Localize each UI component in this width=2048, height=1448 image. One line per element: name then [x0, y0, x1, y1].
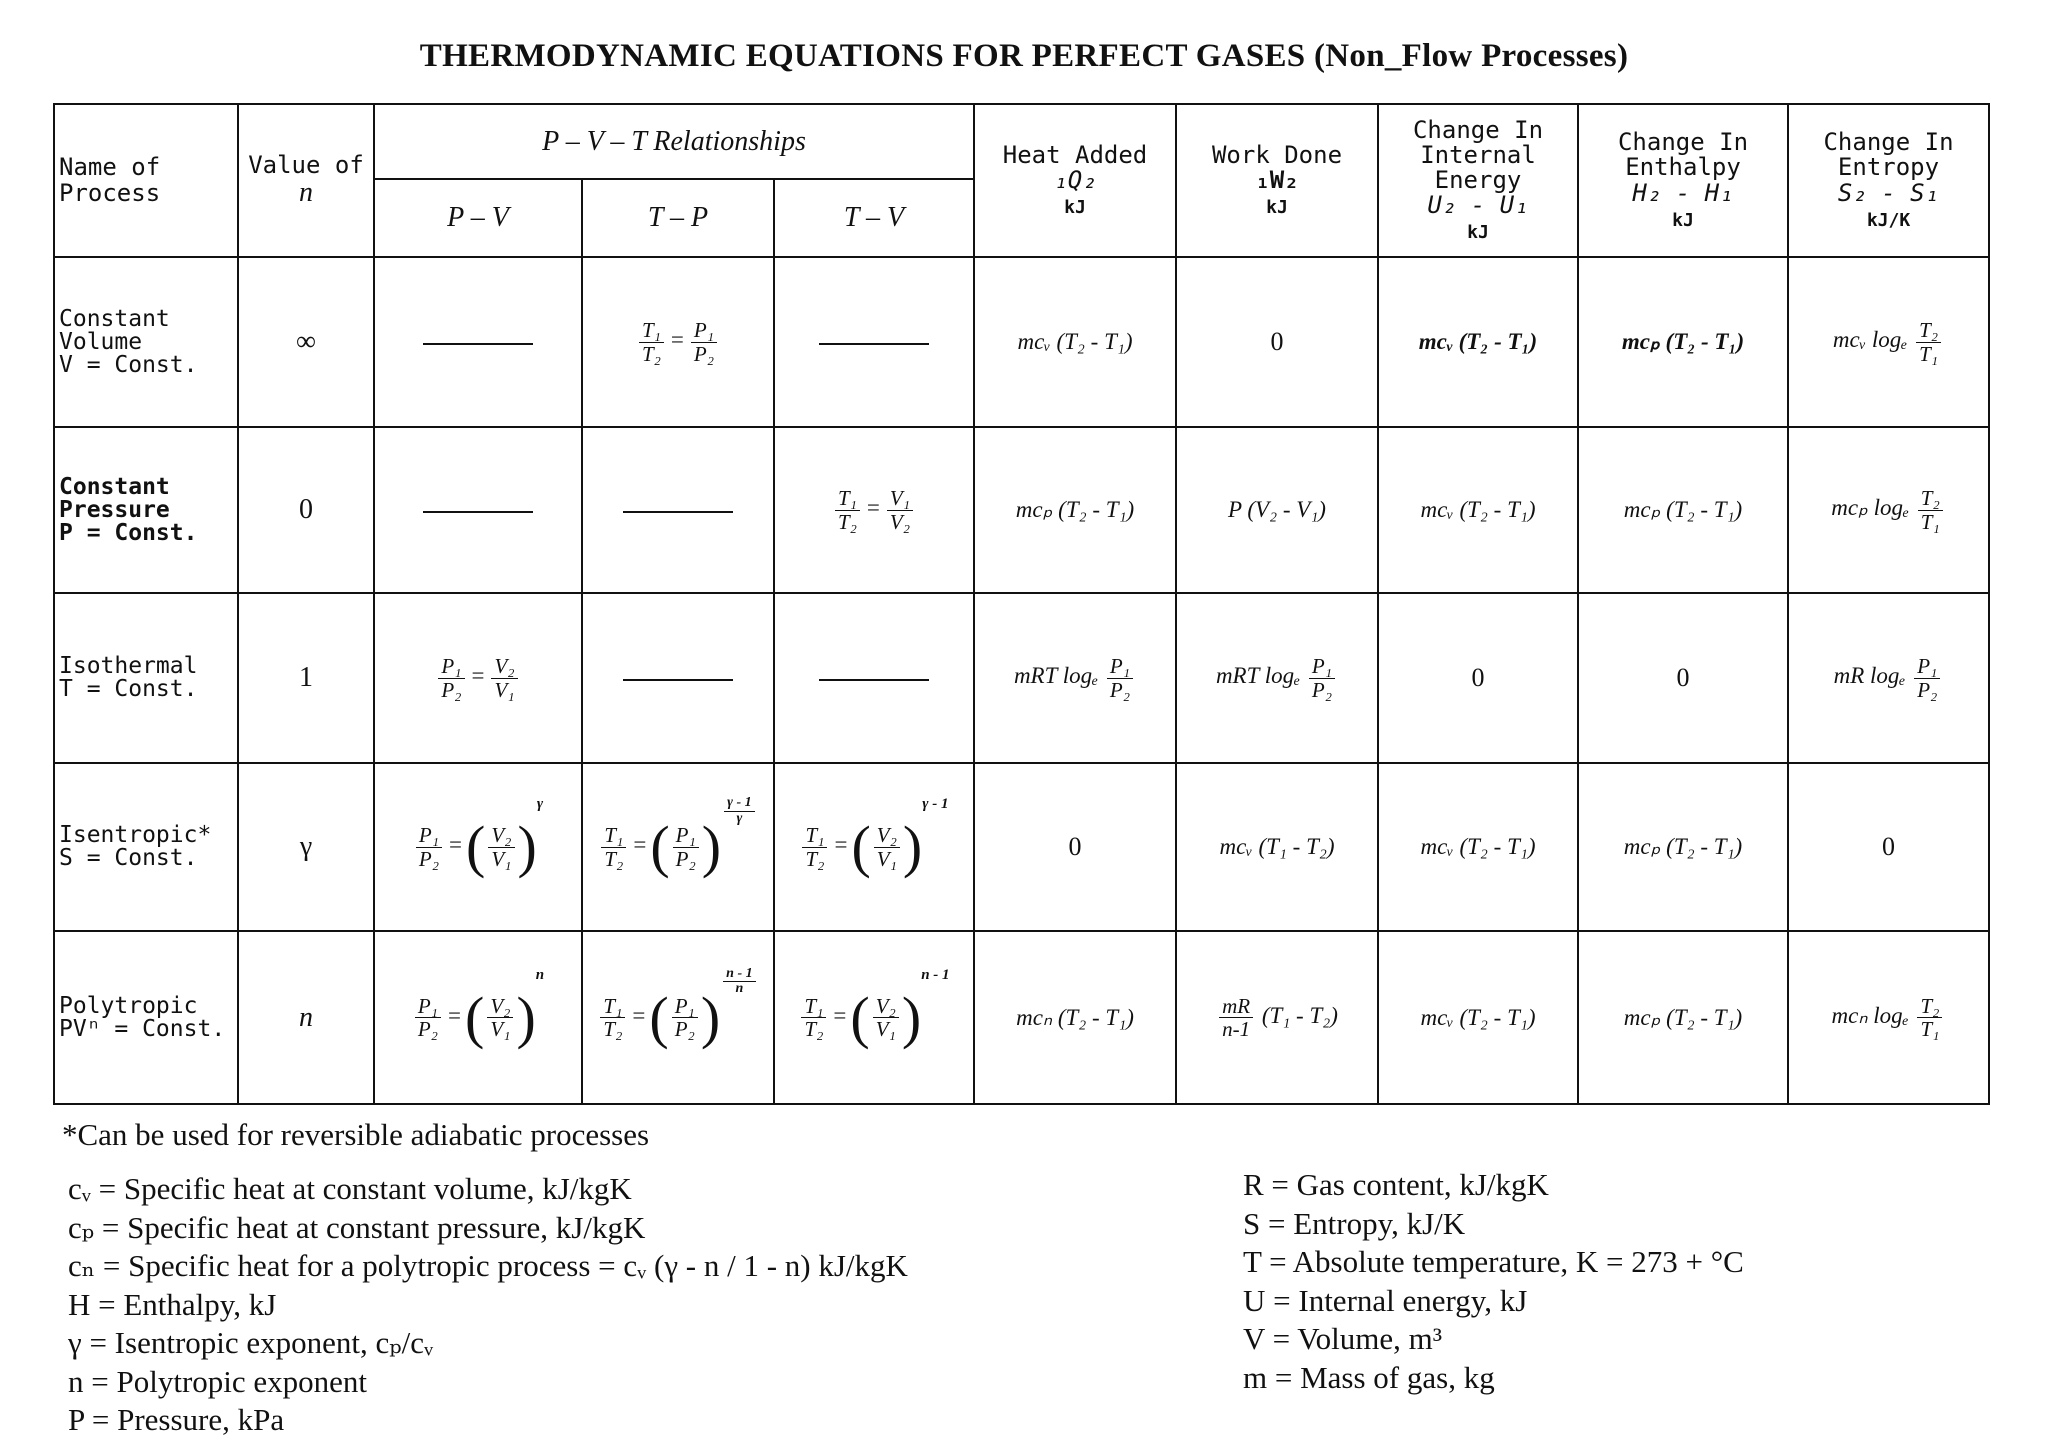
- legend-item: U = Internal energy, kJ: [1243, 1282, 1528, 1318]
- legend-item: m = Mass of gas, kg: [1243, 1359, 1495, 1395]
- dash: [819, 343, 929, 345]
- fraction: $\frac{\text{V₂}}{\text{V₁}}$: [491, 655, 517, 700]
- n-value: γ: [238, 763, 374, 931]
- tp-relation: $\frac{\text{T₁}}{\text{T₂}}$ = $\frac{\text{P₁}}{\text{P₂}}$: [582, 257, 774, 427]
- tp-relation: $\frac{\text{T₁}}{\text{T₂}}$ =( $\frac{\text{P₁}}{\text{P₂}}$ ) $^{\frac{n - 1}{n}}$: [582, 931, 774, 1104]
- legend-item: T = Absolute temperature, K = 273 + °C: [1243, 1244, 1744, 1279]
- fraction: $\frac{\text{V₁}}{\text{V₂}}$: [887, 487, 913, 532]
- legend-item: V = Volume, m³: [1243, 1321, 1443, 1356]
- fraction: $\frac{\text{P₁}}{\text{P₂}}$: [691, 319, 717, 364]
- heat-added: 0: [974, 763, 1176, 931]
- header-work-done: Work Done ₁W₂ kJ: [1176, 104, 1378, 257]
- enthalpy-change: mcₚ (T₂ - T₁): [1578, 763, 1788, 931]
- header-pv: P – V: [374, 179, 582, 257]
- tv-relation: [774, 593, 974, 763]
- fraction: $\frac{\text{P₁}}{\text{P₂}}$: [438, 655, 464, 700]
- header-value-of-n: Value of n: [238, 104, 374, 257]
- header-enthalpy: Change In Enthalpy H₂ - H₁ kJ: [1578, 104, 1788, 257]
- internal-energy-change: mcᵥ (T₂ - T₁): [1378, 763, 1578, 931]
- footnote: *Can be used for reversible adiabatic processes: [62, 1117, 650, 1152]
- dash: [623, 679, 733, 681]
- legend-item: S = Entropy, kJ/K: [1243, 1205, 1466, 1241]
- internal-energy-change: mcᵥ (T₂ - T₁): [1378, 931, 1578, 1104]
- internal-energy-change: mcᵥ (T₂ - T₁): [1378, 427, 1578, 593]
- tp-relation: $\frac{\text{T₁}}{\text{T₂}}$ =( $\frac{\text{P₁}}{\text{P₂}}$ ) $^{\frac{\gamma - 1}{\gamma}}$: [582, 763, 774, 931]
- entropy-change: mcᵥ logₑ $\frac{\text{T₂}}{\text{T₁}}$: [1788, 257, 1989, 427]
- tp-relation: [582, 427, 774, 593]
- tv-relation: [774, 257, 974, 427]
- header-heat-added: Heat Added ₁Q₂ kJ: [974, 104, 1176, 257]
- tv-relation: $\frac{\text{T₁}}{\text{T₂}}$ =( $\frac{\text{V₂}}{\text{V₁}}$ )$^{\gamma - 1}$: [774, 763, 974, 931]
- pv-relation: $\frac{\text{P₁}}{\text{P₂}}$ =( $\frac{\text{V₂}}{\text{V₁}}$ )$^\gamma$: [374, 763, 582, 931]
- header-name-of-process: Name of Process: [54, 104, 238, 257]
- header-tp: T – P: [582, 179, 774, 257]
- row-polytropic: [54, 931, 1989, 1104]
- n-value: 0: [238, 427, 374, 593]
- enthalpy-change: mcₚ (T₂ - T₁): [1578, 427, 1788, 593]
- pv-relation: $\frac{\text{P₁}}{\text{P₂}}$ =( $\frac{\text{V₂}}{\text{V₁}}$ )$^n$: [374, 931, 582, 1104]
- heat-added: mcₚ (T₂ - T₁): [974, 427, 1176, 593]
- header-internal-energy: Change In Internal Energy U₂ - U₁ kJ: [1378, 104, 1578, 257]
- dash: [423, 511, 533, 513]
- legend-item: cₚ = Specific heat at constant pressure, kJ/kgK: [68, 1209, 646, 1245]
- enthalpy-change: mcₚ (T₂ - T₁): [1578, 257, 1788, 427]
- row-isothermal: [54, 593, 1989, 763]
- heat-added: mcᵥ (T₂ - T₁): [974, 257, 1176, 427]
- heat-added: mcₙ (T₂ - T₁): [974, 931, 1176, 1104]
- process-name: Polytropic PVⁿ = Const.: [54, 931, 238, 1104]
- entropy-change: mcₙ logₑ $\frac{\text{T₂}}{\text{T₁}}$: [1788, 931, 1989, 1104]
- process-name: Constant Volume V = Const.: [54, 257, 238, 427]
- entropy-change: mR logₑ $\frac{\text{P₁}}{\text{P₂}}$: [1788, 593, 1989, 763]
- internal-energy-change: 0: [1378, 593, 1578, 763]
- heat-added: mRT logₑ $\frac{\text{P₁}}{\text{P₂}}$: [974, 593, 1176, 763]
- legend-item: n = Polytropic exponent: [68, 1363, 368, 1399]
- n-value: ∞: [238, 257, 374, 427]
- n-value: n: [238, 931, 374, 1104]
- legend-item: R = Gas content, kJ/kgK: [1243, 1167, 1549, 1202]
- work-done: mcᵥ (T₁ - T₂): [1176, 763, 1378, 931]
- legend-item: H = Enthalpy, kJ: [68, 1286, 277, 1322]
- legend-item: cᵥ = Specific heat at constant volume, kJ/kgK: [68, 1171, 632, 1206]
- work-done: $\frac{mR}{n-1}$ (T₁ - T₂): [1176, 931, 1378, 1104]
- enthalpy-change: mcₚ (T₂ - T₁): [1578, 931, 1788, 1104]
- work-done: 0: [1176, 257, 1378, 427]
- entropy-change: mcₚ logₑ $\frac{\text{T₂}}{\text{T₁}}$: [1788, 427, 1989, 593]
- process-name: Constant Pressure P = Const.: [54, 427, 238, 593]
- page-title: THERMODYNAMIC EQUATIONS FOR PERFECT GASES (Non_Flow Processes): [419, 38, 1629, 74]
- legend-right: [1243, 1166, 1744, 1397]
- tp-relation: [582, 593, 774, 763]
- dash: [819, 679, 929, 681]
- legend-item: γ = Isentropic exponent, cₚ/cᵥ: [68, 1325, 434, 1360]
- row-constant-pressure: [54, 427, 1989, 593]
- process-name: Isothermal T = Const.: [54, 593, 238, 763]
- row-isentropic: [54, 763, 1989, 931]
- tv-relation: $\frac{\text{T₁}}{\text{T₂}}$ = $\frac{\text{V₁}}{\text{V₂}}$: [774, 427, 974, 593]
- pv-relation: [374, 257, 582, 427]
- work-done: mRT logₑ $\frac{\text{P₁}}{\text{P₂}}$: [1176, 593, 1378, 763]
- legend-left: [68, 1170, 908, 1440]
- pv-relation: [374, 427, 582, 593]
- process-name: Isentropic* S = Const.: [54, 763, 238, 931]
- header-tv: T – V: [774, 179, 974, 257]
- fraction: $\frac{\text{T₁}}{\text{T₂}}$: [835, 487, 860, 532]
- legend-item: cₙ = Specific heat for a polytropic process = cᵥ (γ - n / 1 - n) kJ/kgK: [68, 1248, 908, 1283]
- header-pvt-relationships: P – V – T Relationships: [374, 104, 974, 179]
- enthalpy-change: 0: [1578, 593, 1788, 763]
- header-entropy: Change In Entropy S₂ - S₁ kJ/K: [1788, 104, 1989, 257]
- entropy-change: 0: [1788, 763, 1989, 931]
- pv-relation: $\frac{\text{P₁}}{\text{P₂}}$ = $\frac{\text{V₂}}{\text{V₁}}$: [374, 593, 582, 763]
- tv-relation: $\frac{\text{T₁}}{\text{T₂}}$ =( $\frac{\text{V₂}}{\text{V₁}}$ )$^{n - 1}$: [774, 931, 974, 1104]
- row-constant-volume: [54, 257, 1989, 427]
- equations-table: [53, 103, 1990, 1105]
- legend-item: P = Pressure, kPa: [68, 1402, 285, 1437]
- n-value: 1: [238, 593, 374, 763]
- dash: [423, 343, 533, 345]
- dash: [623, 511, 733, 513]
- work-done: P (V₂ - V₁): [1176, 427, 1378, 593]
- fraction: $\frac{\text{T₁}}{\text{T₂}}$: [639, 319, 664, 364]
- internal-energy-change: mcᵥ (T₂ - T₁): [1378, 257, 1578, 427]
